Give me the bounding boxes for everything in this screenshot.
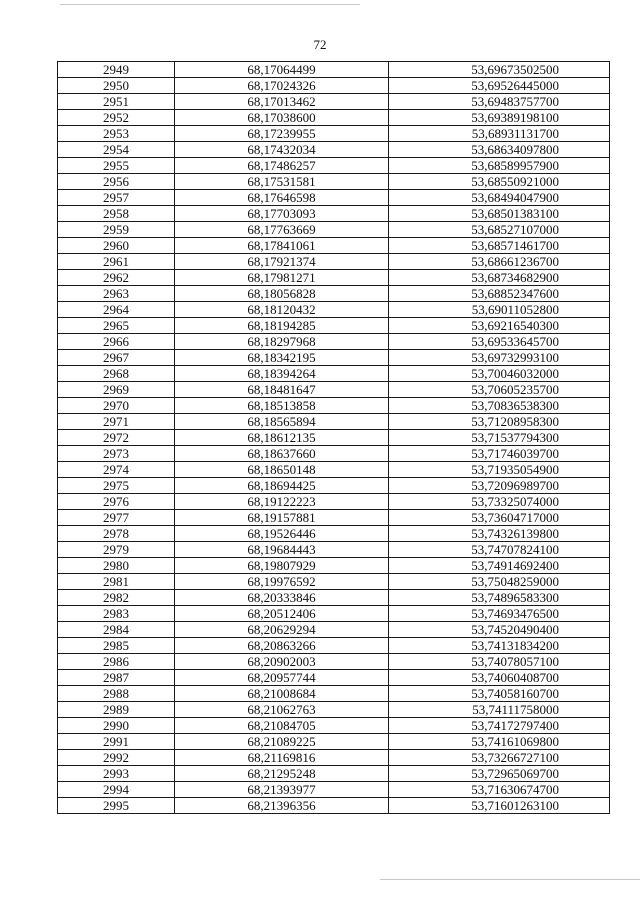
table-row	[58, 398, 610, 414]
y-coordinate-cell: 53,74060408700	[389, 670, 610, 686]
y-coordinate-cell: 53,70605235700	[389, 382, 610, 398]
x-coordinate-cell: 68,18481647	[175, 382, 389, 398]
point-number-cell: 2993	[58, 766, 175, 782]
y-coordinate-cell: 53,73604717000	[389, 510, 610, 526]
table-row	[58, 590, 610, 606]
point-number-cell: 2981	[58, 574, 175, 590]
table-row	[58, 766, 610, 782]
x-coordinate-cell: 68,17038600	[175, 110, 389, 126]
point-number-cell: 2954	[58, 142, 175, 158]
table-row	[58, 638, 610, 654]
point-number-cell: 2988	[58, 686, 175, 702]
table-row	[58, 430, 610, 446]
x-coordinate-cell: 68,17763669	[175, 222, 389, 238]
x-coordinate-cell: 68,18394264	[175, 366, 389, 382]
x-coordinate-cell: 68,19684443	[175, 542, 389, 558]
y-coordinate-cell: 53,70046032000	[389, 366, 610, 382]
table-row	[58, 782, 610, 798]
y-coordinate-cell: 53,69216540300	[389, 318, 610, 334]
y-coordinate-cell: 53,75048259000	[389, 574, 610, 590]
x-coordinate-cell: 68,18694425	[175, 478, 389, 494]
x-coordinate-cell: 68,21089225	[175, 734, 389, 750]
table-row	[58, 414, 610, 430]
point-number-cell: 2974	[58, 462, 175, 478]
table-row	[58, 558, 610, 574]
y-coordinate-cell: 53,74172797400	[389, 718, 610, 734]
x-coordinate-cell: 68,20863266	[175, 638, 389, 654]
y-coordinate-cell: 53,69483757700	[389, 94, 610, 110]
y-coordinate-cell: 53,74111758000	[389, 702, 610, 718]
point-number-cell: 2953	[58, 126, 175, 142]
x-coordinate-cell: 68,19122223	[175, 494, 389, 510]
point-number-cell: 2958	[58, 206, 175, 222]
point-number-cell: 2975	[58, 478, 175, 494]
x-coordinate-cell: 68,19807929	[175, 558, 389, 574]
y-coordinate-cell: 53,68661236700	[389, 254, 610, 270]
point-number-cell: 2949	[58, 62, 175, 78]
table-row	[58, 670, 610, 686]
point-number-cell: 2984	[58, 622, 175, 638]
y-coordinate-cell: 53,70836538300	[389, 398, 610, 414]
y-coordinate-cell: 53,68734682900	[389, 270, 610, 286]
y-coordinate-cell: 53,69533645700	[389, 334, 610, 350]
table-row	[58, 734, 610, 750]
scan-artifact-line	[60, 4, 360, 5]
table-row	[58, 798, 610, 814]
point-number-cell: 2989	[58, 702, 175, 718]
coordinates-table	[57, 61, 610, 814]
point-number-cell: 2991	[58, 734, 175, 750]
x-coordinate-cell: 68,18342195	[175, 350, 389, 366]
y-coordinate-cell: 53,74693476500	[389, 606, 610, 622]
point-number-cell: 2961	[58, 254, 175, 270]
table-row	[58, 318, 610, 334]
x-coordinate-cell: 68,19526446	[175, 526, 389, 542]
x-coordinate-cell: 68,21295248	[175, 766, 389, 782]
point-number-cell: 2973	[58, 446, 175, 462]
page-number: 72	[313, 37, 327, 52]
x-coordinate-cell: 68,20957744	[175, 670, 389, 686]
point-number-cell: 2959	[58, 222, 175, 238]
point-number-cell: 2979	[58, 542, 175, 558]
point-number-cell: 2985	[58, 638, 175, 654]
y-coordinate-cell: 53,71630674700	[389, 782, 610, 798]
y-coordinate-cell: 53,71935054900	[389, 462, 610, 478]
y-coordinate-cell: 53,69673502500	[389, 62, 610, 78]
table-row	[58, 718, 610, 734]
x-coordinate-cell: 68,21393977	[175, 782, 389, 798]
table-row	[58, 126, 610, 142]
point-number-cell: 2964	[58, 302, 175, 318]
table-row	[58, 222, 610, 238]
x-coordinate-cell: 68,18513858	[175, 398, 389, 414]
x-coordinate-cell: 68,21396356	[175, 798, 389, 814]
x-coordinate-cell: 68,21008684	[175, 686, 389, 702]
table-row	[58, 158, 610, 174]
x-coordinate-cell: 68,17432034	[175, 142, 389, 158]
point-number-cell: 2977	[58, 510, 175, 526]
point-number-cell: 2965	[58, 318, 175, 334]
x-coordinate-cell: 68,17841061	[175, 238, 389, 254]
scan-artifact-line	[380, 879, 640, 880]
table-row	[58, 334, 610, 350]
x-coordinate-cell: 68,17981271	[175, 270, 389, 286]
point-number-cell: 2987	[58, 670, 175, 686]
coordinates-table-body	[58, 62, 610, 814]
point-number-cell: 2978	[58, 526, 175, 542]
table-row	[58, 526, 610, 542]
x-coordinate-cell: 68,21084705	[175, 718, 389, 734]
point-number-cell: 2955	[58, 158, 175, 174]
point-number-cell: 2995	[58, 798, 175, 814]
x-coordinate-cell: 68,20333846	[175, 590, 389, 606]
table-row	[58, 62, 610, 78]
table-row	[58, 574, 610, 590]
y-coordinate-cell: 53,69526445000	[389, 78, 610, 94]
point-number-cell: 2966	[58, 334, 175, 350]
table-row	[58, 750, 610, 766]
y-coordinate-cell: 53,73325074000	[389, 494, 610, 510]
point-number-cell: 2986	[58, 654, 175, 670]
table-row	[58, 238, 610, 254]
x-coordinate-cell: 68,17024326	[175, 78, 389, 94]
table-row	[58, 190, 610, 206]
point-number-cell: 2971	[58, 414, 175, 430]
y-coordinate-cell: 53,68852347600	[389, 286, 610, 302]
table-row	[58, 494, 610, 510]
point-number-cell: 2963	[58, 286, 175, 302]
y-coordinate-cell: 53,68501383100	[389, 206, 610, 222]
x-coordinate-cell: 68,17013462	[175, 94, 389, 110]
x-coordinate-cell: 68,17486257	[175, 158, 389, 174]
table-row	[58, 462, 610, 478]
x-coordinate-cell: 68,20629294	[175, 622, 389, 638]
y-coordinate-cell: 53,69732993100	[389, 350, 610, 366]
point-number-cell: 2972	[58, 430, 175, 446]
point-number-cell: 2970	[58, 398, 175, 414]
point-number-cell: 2960	[58, 238, 175, 254]
x-coordinate-cell: 68,18194285	[175, 318, 389, 334]
y-coordinate-cell: 53,68527107000	[389, 222, 610, 238]
x-coordinate-cell: 68,21062763	[175, 702, 389, 718]
table-row	[58, 94, 610, 110]
table-row	[58, 686, 610, 702]
point-number-cell: 2983	[58, 606, 175, 622]
table-row	[58, 350, 610, 366]
table-row	[58, 206, 610, 222]
point-number-cell: 2962	[58, 270, 175, 286]
point-number-cell: 2976	[58, 494, 175, 510]
y-coordinate-cell: 53,68931131700	[389, 126, 610, 142]
point-number-cell: 2956	[58, 174, 175, 190]
y-coordinate-cell: 53,68571461700	[389, 238, 610, 254]
y-coordinate-cell: 53,69389198100	[389, 110, 610, 126]
y-coordinate-cell: 53,73266727100	[389, 750, 610, 766]
y-coordinate-cell: 53,74520490400	[389, 622, 610, 638]
y-coordinate-cell: 53,71746039700	[389, 446, 610, 462]
y-coordinate-cell: 53,74707824100	[389, 542, 610, 558]
x-coordinate-cell: 68,17531581	[175, 174, 389, 190]
table-row	[58, 606, 610, 622]
y-coordinate-cell: 53,74131834200	[389, 638, 610, 654]
y-coordinate-cell: 53,74078057100	[389, 654, 610, 670]
table-row	[58, 142, 610, 158]
table-row	[58, 542, 610, 558]
x-coordinate-cell: 68,17064499	[175, 62, 389, 78]
y-coordinate-cell: 53,74326139800	[389, 526, 610, 542]
point-number-cell: 2980	[58, 558, 175, 574]
y-coordinate-cell: 53,72096989700	[389, 478, 610, 494]
y-coordinate-cell: 53,74058160700	[389, 686, 610, 702]
table-row	[58, 654, 610, 670]
x-coordinate-cell: 68,18120432	[175, 302, 389, 318]
table-row	[58, 270, 610, 286]
table-row	[58, 78, 610, 94]
x-coordinate-cell: 68,20512406	[175, 606, 389, 622]
x-coordinate-cell: 68,18612135	[175, 430, 389, 446]
y-coordinate-cell: 53,69011052800	[389, 302, 610, 318]
table-row	[58, 302, 610, 318]
y-coordinate-cell: 53,68589957900	[389, 158, 610, 174]
point-number-cell: 2968	[58, 366, 175, 382]
point-number-cell: 2957	[58, 190, 175, 206]
table-row	[58, 286, 610, 302]
x-coordinate-cell: 68,20902003	[175, 654, 389, 670]
table-row	[58, 702, 610, 718]
y-coordinate-cell: 53,71208958300	[389, 414, 610, 430]
point-number-cell: 2994	[58, 782, 175, 798]
y-coordinate-cell: 53,72965069700	[389, 766, 610, 782]
point-number-cell: 2990	[58, 718, 175, 734]
x-coordinate-cell: 68,17921374	[175, 254, 389, 270]
x-coordinate-cell: 68,18297968	[175, 334, 389, 350]
table-row	[58, 478, 610, 494]
x-coordinate-cell: 68,17646598	[175, 190, 389, 206]
point-number-cell: 2952	[58, 110, 175, 126]
x-coordinate-cell: 68,18056828	[175, 286, 389, 302]
x-coordinate-cell: 68,18565894	[175, 414, 389, 430]
y-coordinate-cell: 53,71537794300	[389, 430, 610, 446]
table-row	[58, 382, 610, 398]
point-number-cell: 2950	[58, 78, 175, 94]
table-row	[58, 110, 610, 126]
table-row	[58, 446, 610, 462]
x-coordinate-cell: 68,17239955	[175, 126, 389, 142]
table-row	[58, 254, 610, 270]
y-coordinate-cell: 53,74914692400	[389, 558, 610, 574]
table-row	[58, 174, 610, 190]
point-number-cell: 2951	[58, 94, 175, 110]
y-coordinate-cell: 53,68634097800	[389, 142, 610, 158]
y-coordinate-cell: 53,74896583300	[389, 590, 610, 606]
point-number-cell: 2982	[58, 590, 175, 606]
y-coordinate-cell: 53,68550921000	[389, 174, 610, 190]
y-coordinate-cell: 53,68494047900	[389, 190, 610, 206]
x-coordinate-cell: 68,19157881	[175, 510, 389, 526]
table-row	[58, 622, 610, 638]
x-coordinate-cell: 68,18650148	[175, 462, 389, 478]
table-row	[58, 510, 610, 526]
point-number-cell: 2969	[58, 382, 175, 398]
table-row	[58, 366, 610, 382]
x-coordinate-cell: 68,21169816	[175, 750, 389, 766]
y-coordinate-cell: 53,74161069800	[389, 734, 610, 750]
x-coordinate-cell: 68,18637660	[175, 446, 389, 462]
x-coordinate-cell: 68,17703093	[175, 206, 389, 222]
x-coordinate-cell: 68,19976592	[175, 574, 389, 590]
point-number-cell: 2967	[58, 350, 175, 366]
point-number-cell: 2992	[58, 750, 175, 766]
y-coordinate-cell: 53,71601263100	[389, 798, 610, 814]
